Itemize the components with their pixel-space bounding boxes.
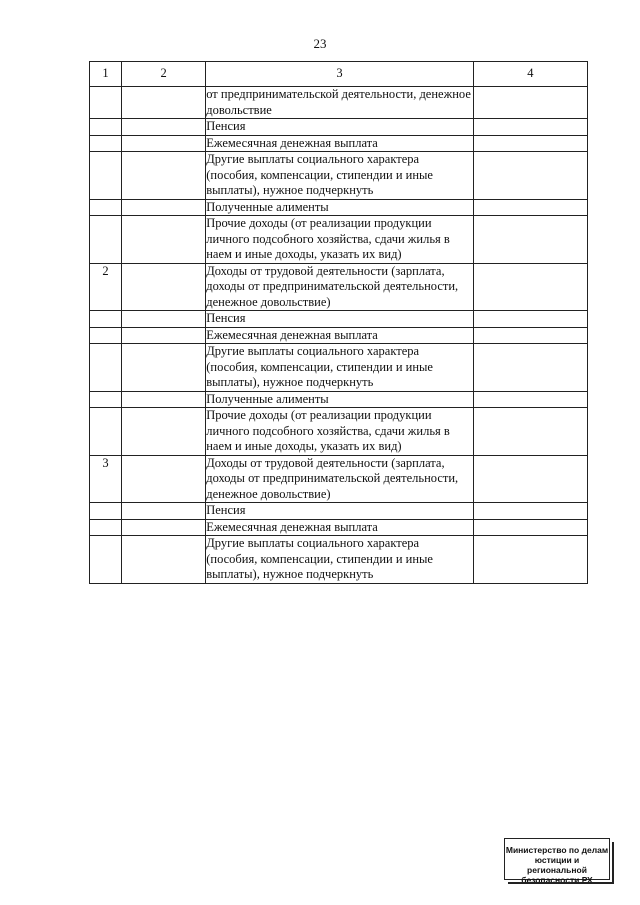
amount-cell	[473, 152, 587, 200]
amount-cell	[473, 536, 587, 584]
stamp-line: безопасности РХ	[521, 875, 593, 885]
row-number: 3	[90, 455, 122, 503]
amount-cell	[473, 119, 587, 136]
income-type-cell: от предпринимательской деятельности, денежное довольствие	[206, 87, 474, 119]
income-type-cell: Другие выплаты социального характера (пособия, компенсации, стипендии и иные выплаты), нужное подчеркнуть	[206, 344, 474, 392]
income-type-cell: Ежемесячная денежная выплата	[206, 327, 474, 344]
income-type-cell: Пенсия	[206, 119, 474, 136]
amount-cell	[473, 503, 587, 520]
row-number	[90, 408, 122, 456]
amount-cell	[473, 327, 587, 344]
row-number	[90, 152, 122, 200]
table-row	[90, 152, 588, 200]
stamp-line: юстиции и региональной	[527, 855, 587, 875]
row-col-2	[122, 327, 206, 344]
row-col-2	[122, 391, 206, 408]
income-type-cell: Пенсия	[206, 503, 474, 520]
ministry-stamp	[504, 838, 610, 885]
income-type-cell: Ежемесячная денежная выплата	[206, 519, 474, 536]
table-row	[90, 311, 588, 328]
table-row	[90, 503, 588, 520]
row-col-2	[122, 135, 206, 152]
row-col-2	[122, 199, 206, 216]
table-row	[90, 536, 588, 584]
income-type-cell: Прочие доходы (от реализации продукции личного подсобного хозяйства, сдачи жилья в наем и иные доходы, указать их вид)	[206, 408, 474, 456]
amount-cell	[473, 199, 587, 216]
row-col-2	[122, 503, 206, 520]
header-col-3: 3	[206, 62, 474, 87]
amount-cell	[473, 216, 587, 264]
amount-cell	[473, 263, 587, 311]
amount-cell	[473, 408, 587, 456]
income-type-cell: Другие выплаты социального характера (пособия, компенсации, стипендии и иные выплаты), нужное подчеркнуть	[206, 536, 474, 584]
row-col-2	[122, 536, 206, 584]
amount-cell	[473, 519, 587, 536]
income-type-cell: Другие выплаты социального характера (пособия, компенсации, стипендии и иные выплаты), нужное подчеркнуть	[206, 152, 474, 200]
row-col-2	[122, 408, 206, 456]
income-type-cell: Доходы от трудовой деятельности (зарплата, доходы от предпринимательской деятельности, денежное довольствие)	[206, 455, 474, 503]
amount-cell	[473, 344, 587, 392]
table-row	[90, 199, 588, 216]
amount-cell	[473, 311, 587, 328]
header-col-1: 1	[90, 62, 122, 87]
income-type-cell: Полученные алименты	[206, 391, 474, 408]
row-number	[90, 536, 122, 584]
row-number	[90, 391, 122, 408]
header-col-4: 4	[473, 62, 587, 87]
table-row	[90, 455, 588, 503]
table-row	[90, 391, 588, 408]
table-row	[90, 87, 588, 119]
row-col-2	[122, 519, 206, 536]
row-number	[90, 87, 122, 119]
row-number	[90, 311, 122, 328]
income-type-cell: Полученные алименты	[206, 199, 474, 216]
row-col-2	[122, 87, 206, 119]
row-number	[90, 344, 122, 392]
row-number	[90, 216, 122, 264]
table-row	[90, 519, 588, 536]
row-col-2	[122, 152, 206, 200]
row-col-2	[122, 311, 206, 328]
income-type-cell: Прочие доходы (от реализации продукции личного подсобного хозяйства, сдачи жилья в наем и иные доходы, указать их вид)	[206, 216, 474, 264]
income-type-cell: Пенсия	[206, 311, 474, 328]
row-col-2	[122, 455, 206, 503]
header-row	[90, 62, 588, 87]
row-number	[90, 519, 122, 536]
row-col-2	[122, 119, 206, 136]
stamp-line: Министерство по делам	[505, 845, 609, 855]
income-type-cell: Ежемесячная денежная выплата	[206, 135, 474, 152]
row-col-2	[122, 263, 206, 311]
row-number	[90, 327, 122, 344]
row-number	[90, 199, 122, 216]
amount-cell	[473, 391, 587, 408]
income-type-cell: Доходы от трудовой деятельности (зарплата, доходы от предпринимательской деятельности, денежное довольствие)	[206, 263, 474, 311]
row-number	[90, 503, 122, 520]
header-col-2: 2	[122, 62, 206, 87]
table-row	[90, 344, 588, 392]
amount-cell	[473, 135, 587, 152]
table-row	[90, 216, 588, 264]
row-number: 2	[90, 263, 122, 311]
page-number: 23	[313, 36, 327, 51]
amount-cell	[473, 87, 587, 119]
table-body	[90, 87, 588, 584]
table-row	[90, 119, 588, 136]
table-row	[90, 135, 588, 152]
income-table	[89, 61, 588, 584]
table-row	[90, 263, 588, 311]
row-col-2	[122, 344, 206, 392]
row-number	[90, 119, 122, 136]
row-col-2	[122, 216, 206, 264]
amount-cell	[473, 455, 587, 503]
table-row	[90, 327, 588, 344]
table-row	[90, 408, 588, 456]
row-number	[90, 135, 122, 152]
